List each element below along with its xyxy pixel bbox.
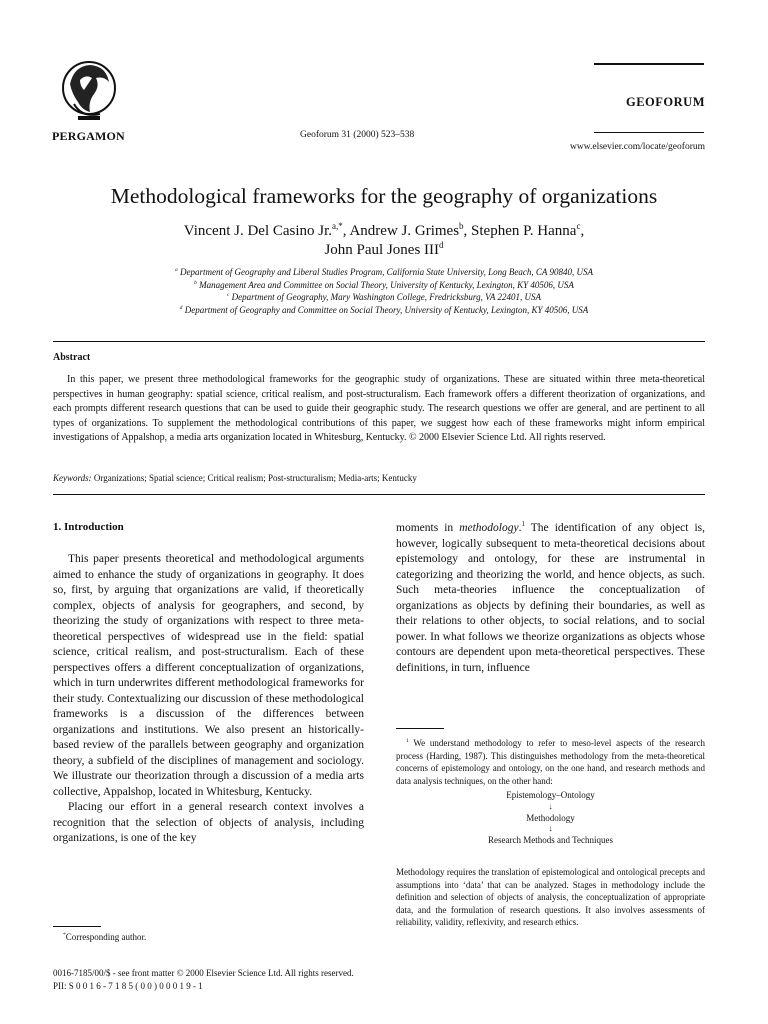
author-separator: ,	[580, 223, 585, 239]
affiliation-text: Department of Geography and Liberal Studies Program, California State University, Long Beach, CA 90840, USA	[179, 267, 593, 277]
abstract-rule-top	[53, 341, 705, 342]
author-separator: ,	[463, 223, 472, 239]
header-rule-mid	[594, 132, 704, 133]
keywords-label: Keywords:	[53, 473, 92, 483]
publisher-name: PERGAMON	[52, 129, 125, 143]
footnote-ref[interactable]: 1	[521, 521, 525, 529]
keywords	[53, 473, 417, 483]
header-rule-top	[594, 63, 704, 65]
footnote-rule-right	[396, 728, 444, 729]
keywords-list: Organizations; Spatial science; Critical realism; Post-structuralism; Media-arts; Kentucky	[93, 473, 417, 483]
body-paragraph: This paper presents theoretical and methodological arguments aimed to enhance the study of organizations in geography. It does so, first, by arguing that organizations are valid, if theoretically complex, objects of analysis for geographers, and second, by theorizing the study of organizations with respect to three meta-theoretical perspectives of widespread use in the field: spatial science, critical realism, and post-structuralism. Each of these perspectives offers a different conceptualization of organizations, which in turn underwrites different methodological frameworks for their study. Contextualizing our discussion of these methodological frameworks is a discussion of the differences between organizations and institutions. We also present an historically-based review of the parallels between geography and organization theory, a subfield of the disciplines of management and sociology. We illustrate our theorization through a discussion of a media arts collective, Appalshop, located in Whitesburg, Kentucky.	[53, 553, 364, 798]
section-heading: 1. Introduction	[53, 521, 124, 533]
corresponding-author-note	[63, 932, 146, 942]
abstract-text: In this paper, we present three methodological frameworks for the geographic study of organizations. These are situated within three meta-theoretical perspectives in human geography: spatial science, critical realism, and post-structuralism. Each framework offers a different theorization of organizations, and each prompts different research questions that can be used to guide their geographic study. The research questions we offer are general, and are pertinent to all types of organizations. To supplement the methodological contributions of this paper, we suggest how each of these frameworks might inform empirical investigations of Appalshop, a media arts organization located in Whitesburg, Kentucky. © 2000 Elsevier Science Ltd. All rights reserved.	[53, 374, 705, 443]
footnote-mark: *	[63, 932, 66, 938]
affiliation-text: Department of Geography, Mary Washington College, Fredricksburg, VA 22401, USA	[231, 292, 542, 303]
body-column-right: moments in methodology.$^1$ The identification of any object is, however, logically subsequent to meta-theoretical decisions about epistemology and ontology, for these are instrumental in categorizing and theorizing the world, and hence objects, as such. Such meta-theories influence the conceptualization of organizations as objects by defining their boundaries, as well as their relations to other objects, to social relations, and to social power. In what follows we theorize organizations as objects whose contours are dependent upon meta-theoretical perspectives. These definitions, in turn, influence	[396, 521, 705, 674]
author-list	[0, 222, 768, 260]
author-affil-mark: d	[439, 240, 444, 250]
affiliation-text: Management Area and Committee on Social Theory, University of Kentucky, Lexington, KY 40506, USA	[199, 279, 574, 290]
methodology-diagram	[396, 789, 705, 847]
footnote-1-continued: Methodology requires the translation of epistemological and ontological precepts and assumptions into ‘data’ that can be analyzed. Stages in methodology include the definition and selection of objects of analysis, the conceptualization of appropriate data, and the formulation of research questions. It also involves assessments of reliability, validity, reflexivity, and research ethics.	[396, 867, 705, 927]
author-name: John Paul Jones III	[324, 242, 440, 258]
journal-url[interactable]: www.elsevier.com/locate/geoforum	[570, 142, 705, 152]
affiliation	[0, 279, 768, 292]
author-affil-mark: b	[459, 221, 464, 231]
copyright-line: 0016-7185/00/$ - see front matter © 2000 Elsevier Science Ltd. All rights reserved.	[53, 968, 354, 978]
body-text: The identification of any object is, however, logically subsequent to meta-theoretical decisions about epistemology and ontology, for these are instrumental in categorizing and theorizing the world, and hence objects, as such. Such meta-theories influence the conceptualization of organizations as objects by defining their boundaries, as well as their relations to other objects, to social relations, and to social power. In what follows we theorize organizations as objects whose contours are dependent upon meta-theoretical perspectives. These definitions, in turn, influence	[396, 522, 705, 674]
article-title: Methodological frameworks for the geography of organizations	[110, 184, 658, 208]
body-column-left	[53, 552, 364, 847]
affiliation-mark: c	[226, 292, 230, 299]
affiliation	[0, 291, 768, 304]
diagram-node: Research Methods and Techniques	[488, 835, 613, 845]
journal-reference: Geoforum 31 (2000) 523–538	[300, 130, 415, 140]
diagram-node: Epistemology–Ontology	[506, 790, 595, 800]
affiliation-mark: b	[194, 279, 197, 286]
affiliation-text: Department of Geography and Committee on Social Theory, University of Kentucky, Lexington, KY 40506, USA	[184, 305, 589, 316]
affiliation	[0, 266, 768, 279]
affiliation	[0, 304, 768, 317]
footnote-1	[396, 737, 705, 853]
footnote-mark: 1	[406, 738, 409, 744]
author-name: Stephen P. Hanna	[471, 223, 577, 239]
abstract-heading: Abstract	[53, 352, 91, 363]
footnote-rule-left	[53, 926, 101, 927]
author-separator: ,	[342, 223, 350, 239]
journal-name: GEOFORUM	[626, 95, 705, 109]
footnote-text: Corresponding author.	[65, 932, 147, 942]
author-affil-mark: a,*	[332, 221, 343, 231]
author-name: Andrew J. Grimes	[349, 223, 460, 239]
footnote-text: We understand methodology to refer to meso-level aspects of the research process (Harding, 1987). This distinguishes methodology from the meta-theoretical concerns of epistemology and ontology, on the one hand, and research methods and data analysis techniques, on the other hand:	[396, 738, 705, 786]
body-paragraph: Placing our effort in a general research context involves a recognition that the selection of objects of analysis, including organizations, is one of the key	[53, 801, 364, 844]
body-emphasis: methodology	[459, 522, 519, 534]
pii-line: PII: S 0 0 1 6 - 7 1 8 5 ( 0 0 ) 0 0 0 1 9 - 1	[53, 981, 203, 991]
affiliations	[0, 266, 768, 317]
down-arrow-icon: ↓	[548, 801, 553, 811]
elsevier-tree-logo	[60, 60, 118, 124]
affiliation-mark: d	[179, 305, 183, 312]
down-arrow-icon: ↓	[548, 824, 553, 833]
affiliation-mark: a	[175, 267, 178, 273]
author-affil-mark: c	[576, 221, 581, 231]
body-text: moments in	[396, 522, 460, 534]
abstract-rule-bottom	[53, 494, 705, 495]
author-name: Vincent J. Del Casino Jr.	[183, 223, 333, 239]
diagram-node: Methodology	[526, 812, 575, 823]
page-footer	[53, 967, 354, 993]
